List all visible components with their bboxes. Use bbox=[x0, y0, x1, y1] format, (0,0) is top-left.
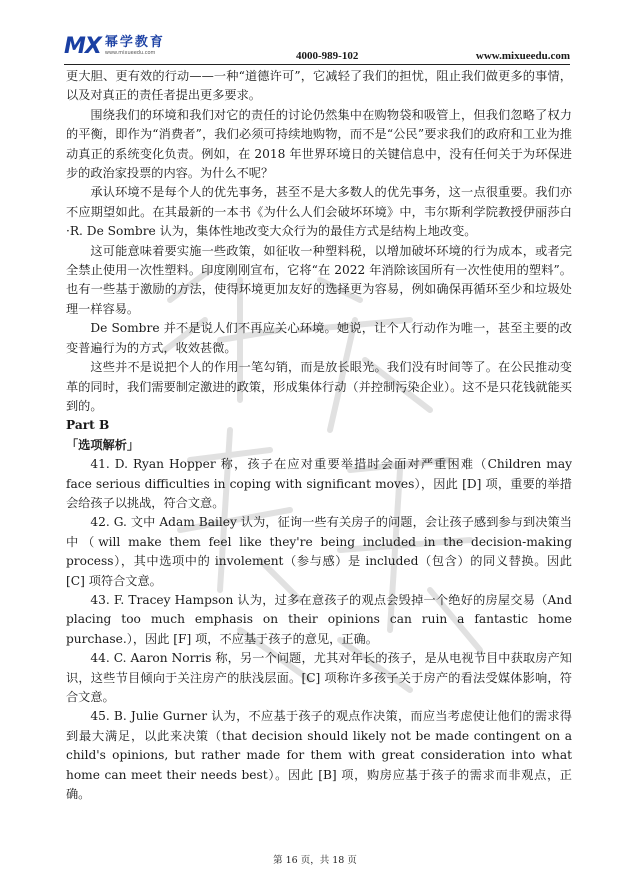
analysis-item: 44. C. Aaron Norris 称，另一个问题，尤其对年长的孩子，是从电视节目中获取房产知识，这些节目倾向于关注房产的肤浅层面。[C] 项称许多孩子关于房产的看法受媒体影响，符合文意。 bbox=[66, 651, 572, 704]
analysis-item: 42. G. 文中 Adam Bailey 认为，征询一些有关房子的问题，会让孩子感到参与到决策当中（will make them feel like they're being included in the decision-making process），其中选项中的 involement（参与感）是 included（包含）的同义替换。因此 [C] 项符合文意。 bbox=[66, 515, 572, 588]
logo-name: 幂学教育 bbox=[104, 35, 165, 50]
paragraph: De Sombre 并不是说人们不再应关心环境。她说，让个人行动作为唯一，甚至主要的改变普遍行为的方式，收效甚微。 bbox=[66, 321, 572, 355]
header-website: www.mixueedu.com bbox=[475, 50, 570, 62]
paragraph: 承认环境不是每个人的优先事务，甚至不是大多数人的优先事务，这一点很重要。我们亦不应期望如此。在其最新的一本书《为什么人们会破坏环境》中，韦尔斯利学院教授伊丽莎白·R. De Sombre 认为，集体性地改变大众行为的最佳方式是结构上地改变。 bbox=[66, 185, 572, 239]
logo-mark: MX bbox=[64, 34, 101, 59]
page-content bbox=[66, 67, 572, 804]
page-footer: 第 16 页，共 18 页 bbox=[273, 855, 357, 866]
section-heading: 「选项解析」 bbox=[66, 437, 140, 452]
part-b-heading: Part B bbox=[66, 418, 110, 433]
analysis-item: 41. D. Ryan Hopper 称，孩子在应对重要举措时会面对严重困难（Children may face serious difficulties in coping with significant moves），因此 [D] 项，重要的举措会给孩子以挑战，符合文意。 bbox=[66, 457, 572, 510]
paragraph: 围绕我们的环境和我们对它的责任的讨论仍然集中在购物袋和吸管上，但我们忽略了权力的平衡，即作为“消费者”，我们必须可持续地购物，而不是“公民”要求我们的政府和工业为推动真正的系统变化负责。例如，在 2018 年世界环境日的关键信息中，没有任何关于为环保进步的政治家投票的内容。为什么不呢？ bbox=[66, 107, 572, 181]
logo bbox=[64, 36, 165, 62]
analysis-item: 43. F. Tracey Hampson 认为，过多在意孩子的观点会毁掉一个绝好的房屋交易（And placing too much emphasis on their opinions can ruin a fantastic home purchase.），因此 [F] 项，不应基于孩子的意见，正确。 bbox=[66, 592, 572, 646]
page-header bbox=[64, 36, 570, 66]
logo-url: www.mixueedu.com bbox=[104, 50, 156, 56]
header-phone: 4000-989-102 bbox=[296, 50, 359, 62]
analysis-item: 45. B. Julie Gurner 认为，不应基于孩子的观点作决策，而应当考虑使让他们的需求得到最大满足，以此来决策（that decision should likely not be made contingent on a child's opinions, but rather made for them with great consideration into what home can meet their needs best）。因此 [B] 项，购房应基于孩子的需求而非观点，正确。 bbox=[66, 709, 572, 802]
paragraph: 这可能意味着要实施一些政策，如征收一种塑料税，以增加破坏环境的行为成本，或者完全禁止使用一次性塑料。印度刚刚宣布，它将“在 2022 年消除该国所有一次性使用的塑料”。也有一些基于激励的方法，使得环境更加友好的选择更为容易，例如确保再循环至少和垃圾处理一样容易。 bbox=[66, 243, 572, 316]
header-divider bbox=[64, 64, 570, 65]
paragraph: 更大胆、更有效的行动——一种“道德许可”，它减轻了我们的担忧，阻止我们做更多的事情，以及对真正的责任者提出更多要求。 bbox=[66, 69, 572, 103]
paragraph: 这些并不是说把个人的作用一笔勾销，而是放长眼光。我们没有时间等了。在公民推动变革的同时，我们需要制定激进的政策，形成集体行动（并控制污染企业）。这不是只花钱就能买到的。 bbox=[66, 360, 572, 413]
